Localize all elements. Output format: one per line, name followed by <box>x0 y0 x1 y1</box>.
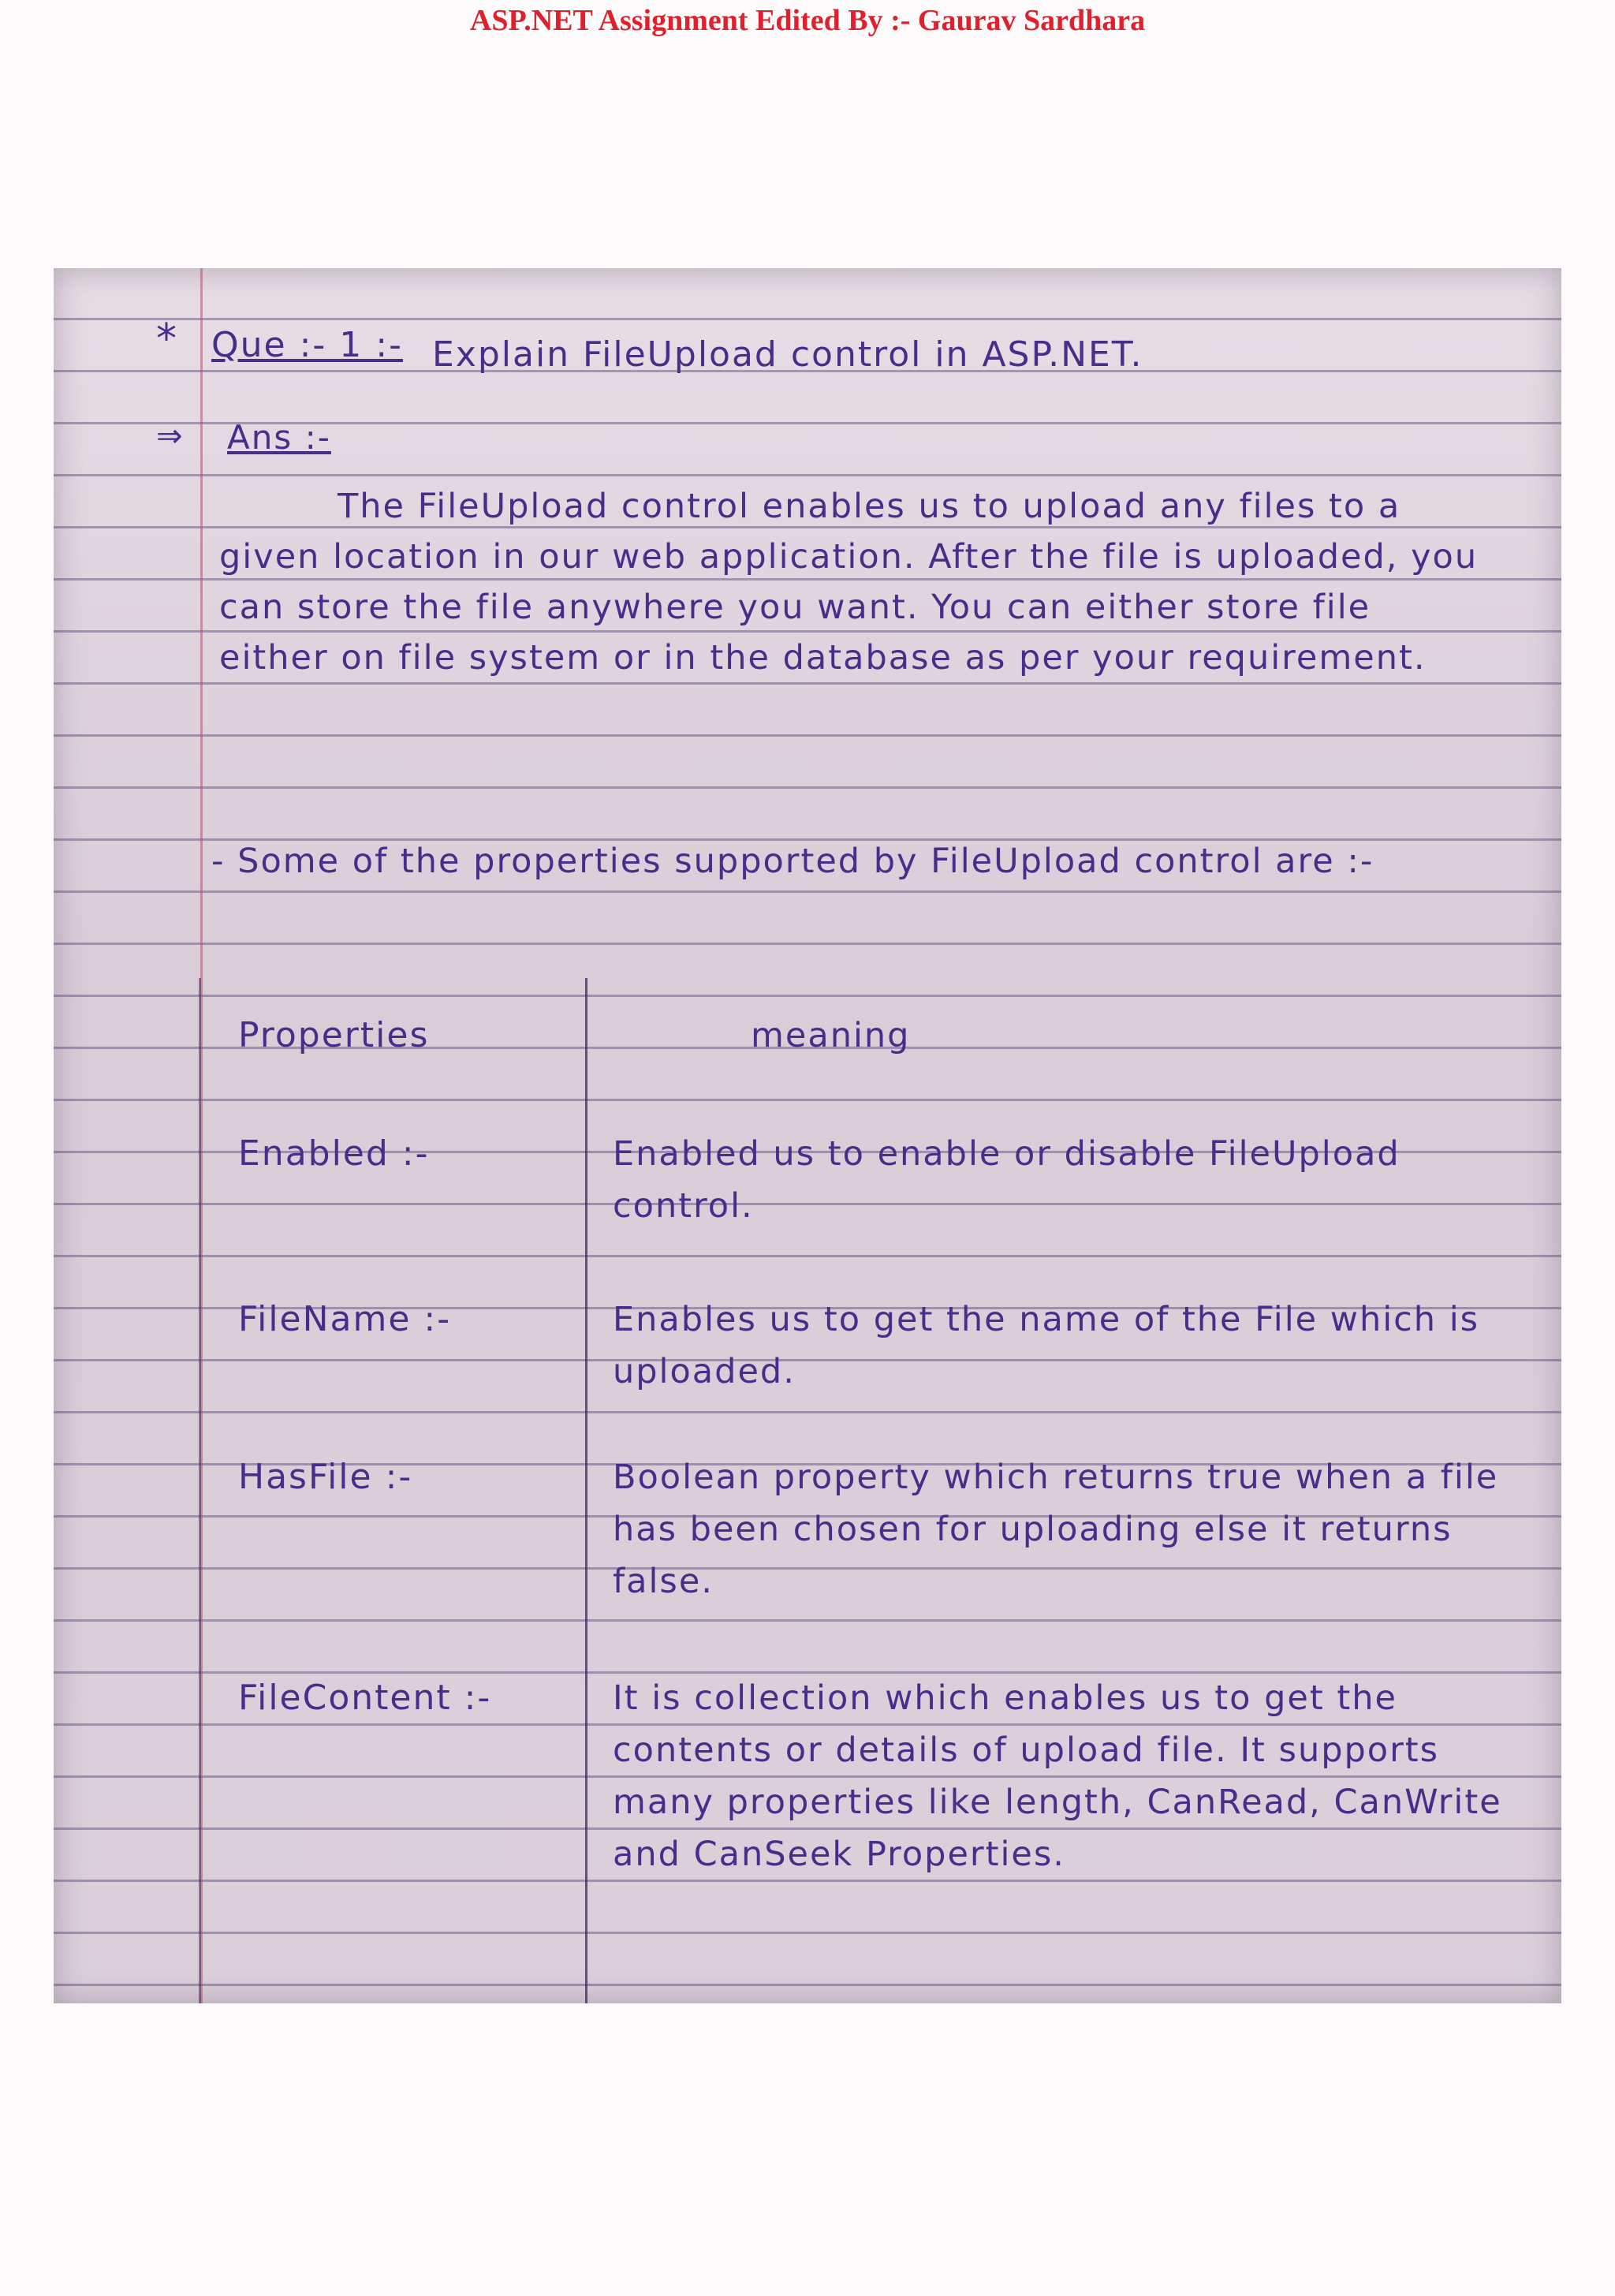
property-meaning: Enabled us to enable or disable FileUpload control. <box>613 1134 1401 1226</box>
property-name: HasFile :- <box>238 1457 413 1497</box>
properties-table <box>199 978 1555 2003</box>
property-name: FileContent :- <box>238 1678 492 1718</box>
property-meaning: Boolean property which returns true when a file has been chosen for uploading else it returns false. <box>613 1458 1499 1601</box>
answer-label: Ans :- <box>227 418 331 457</box>
property-meaning: It is collection which enables us to get the contents or details of upload file. It supports many properties like length, CanRead, CanWrite and CanSeek Properties. <box>613 1678 1502 1874</box>
page-header-title: ASP.NET Assignment Edited By :- Gaurav Sardhara <box>469 4 1146 37</box>
question-label: Que :- 1 :- <box>211 325 403 365</box>
property-meaning: Enables us to get the name of the File which is uploaded. <box>613 1300 1480 1391</box>
property-name: Enabled :- <box>238 1133 430 1174</box>
question-text: Explain FileUpload control in ASP.NET. <box>432 334 1143 375</box>
table-header-properties: Properties <box>238 1015 430 1055</box>
table-left-border <box>199 978 201 2003</box>
property-name: FileName :- <box>238 1299 452 1339</box>
notebook-photo <box>54 268 1561 2003</box>
properties-intro: - Some of the properties supported by FileUpload control are :- <box>211 842 1374 881</box>
arrow-icon: ⇒ <box>156 418 185 454</box>
star-bullet: * <box>156 315 178 363</box>
table-header-meaning: meaning <box>751 1016 911 1055</box>
table-column-divider <box>585 978 587 2003</box>
answer-paragraph: The FileUpload control enables us to upload any files to a given location in our web application. After the file is uploaded, you can store the file anywhere you want. You can either store file either on file system or in the database as per your requirement. <box>219 487 1479 678</box>
